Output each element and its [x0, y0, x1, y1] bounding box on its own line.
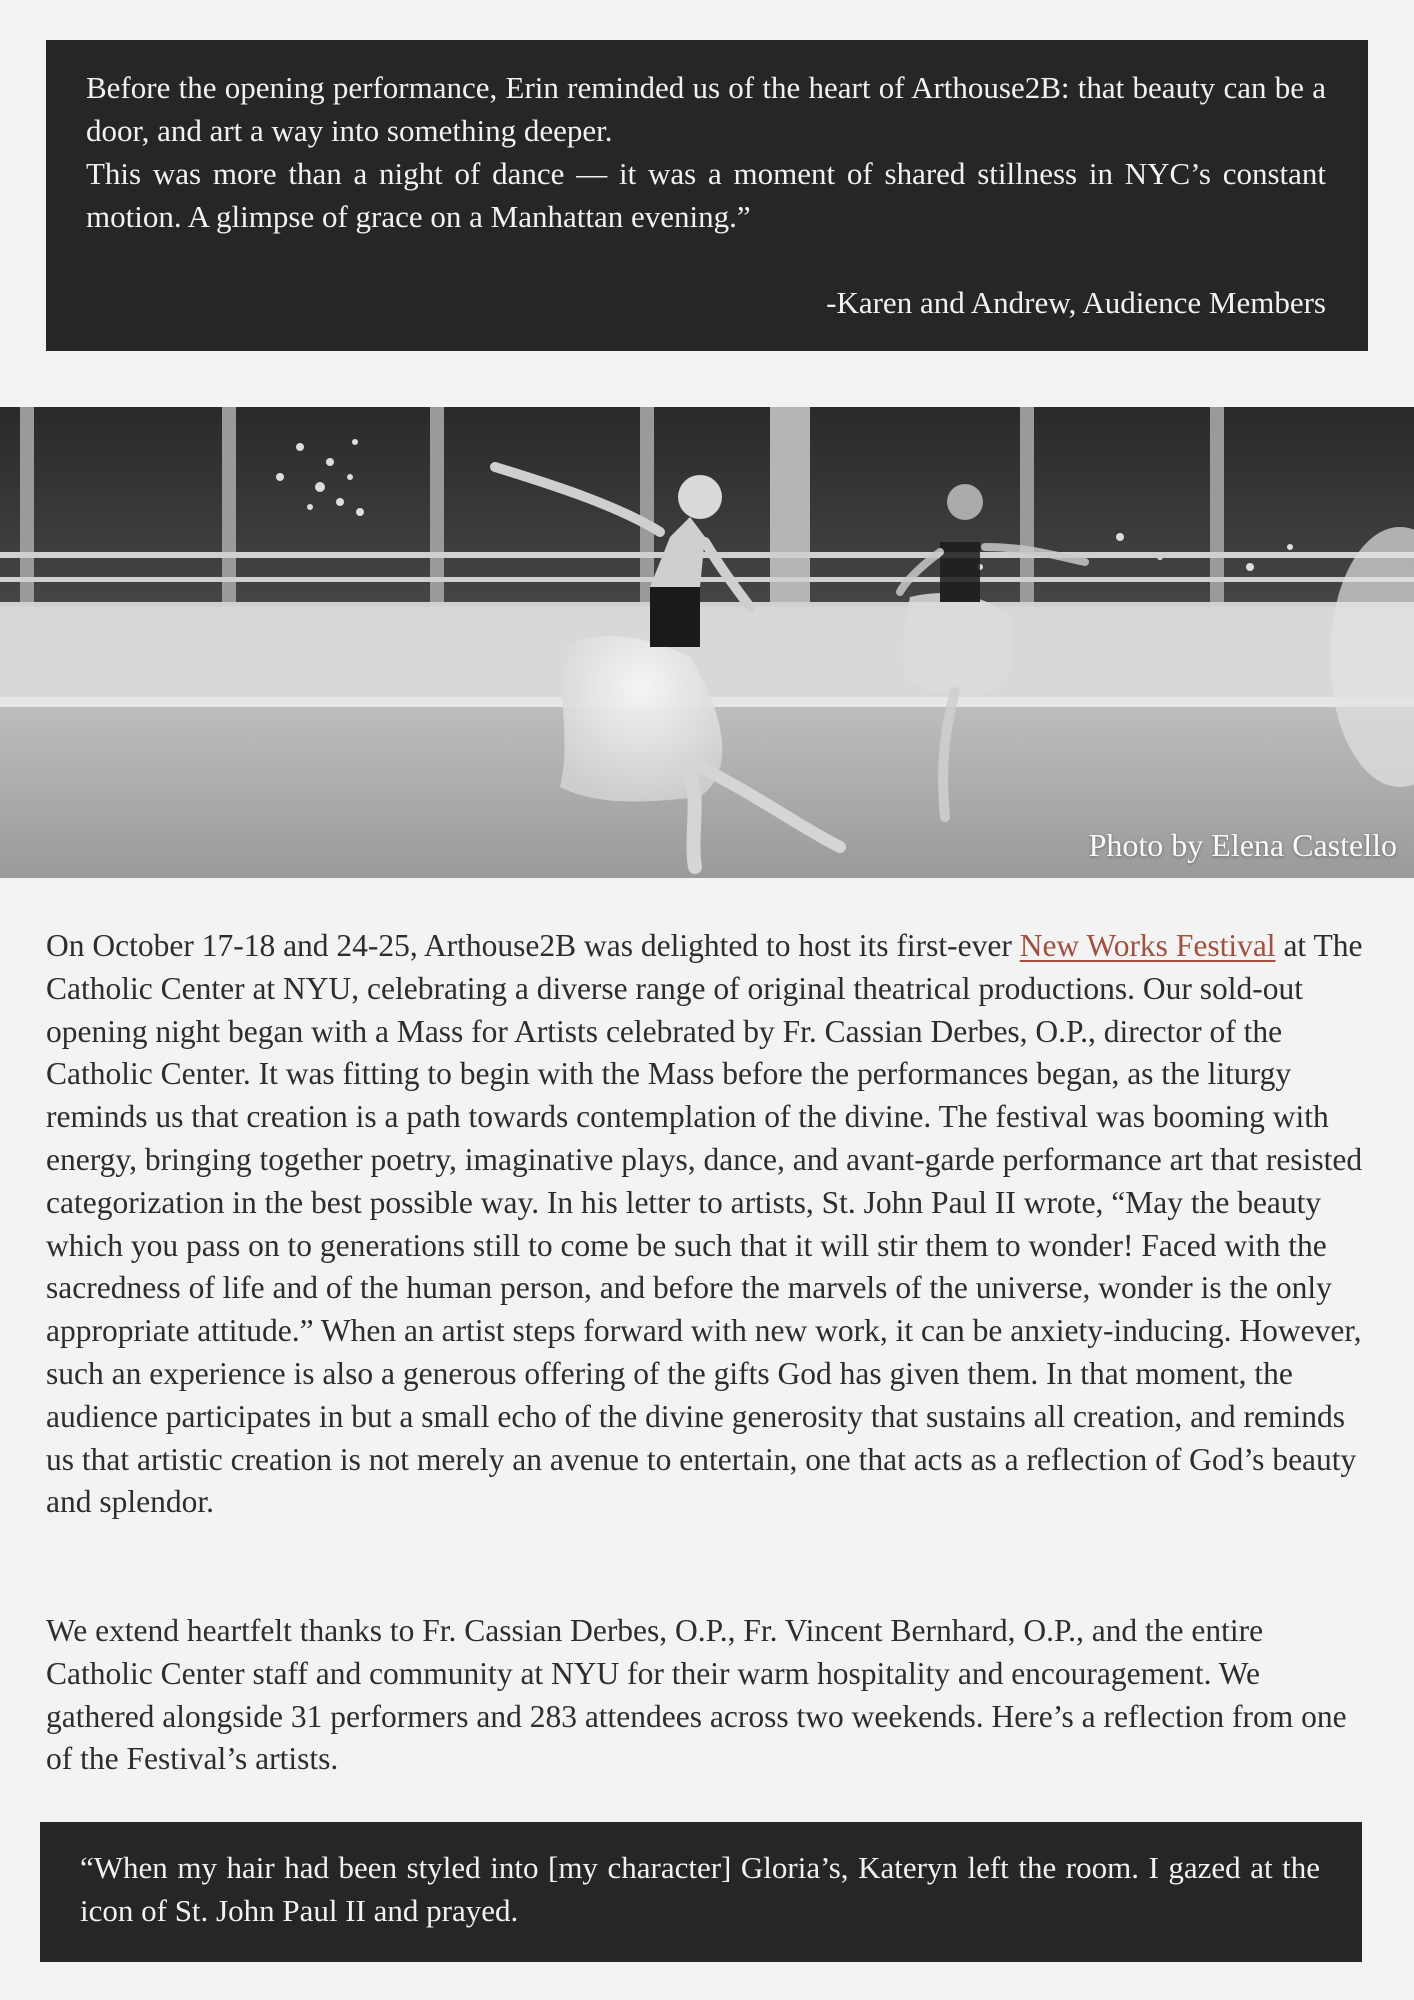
top-quote-attribution: -Karen and Andrew, Audience Members [826, 285, 1326, 320]
para-1-body-text: at The Catholic Center at NYU, celebrating a diverse range of original theatrical productions. Our sold-out opening night began with a Mass for Artists celebrated by Fr. Cassian Derbes, O.P., director of the Catholic Center. It was fitting to begin with the Mass before the performances began, as the liturgy reminds us that creation is a path towards contemplation of the divine. The festival was booming with energy, bringing together poetry, imaginative plays, dance, and avant-garde performance art that resisted categorization in the best possible way. In his letter to artists, St. John Paul II wrote, “May the beauty which you pass on to generations still to come be such that it will stir them to wonder! Faced with the sacredness of life and of the human person, and before the marvels of the universe, wonder is the only appropriate attitude.” When an artist steps forward with new work, it can be anxiety-inducing. However, such an experience is also a generous offering of the gifts God has given them. In that moment, the audience participates in but a small echo of the divine generosity that sustains all creation, and reminds us that artistic creation is not merely an avenue to entertain, one that acts as a reflection of God’s beauty and splendor. [46, 928, 1363, 1520]
top-quote-block [46, 40, 1368, 351]
new-works-festival-link[interactable]: New Works Festival [1019, 928, 1276, 963]
bottom-quote-text: “When my hair had been styled into [my character] Gloria’s, Kateryn left the room. I gazed at the icon of St. John Paul II and prayed. [80, 1850, 1320, 1928]
bottom-quote-block [40, 1822, 1362, 1962]
top-quote-line-1: Before the opening performance, Erin reminded us of the heart of Arthouse2B: that beauty can be a door, and art a way into something deeper. [86, 70, 1326, 148]
photo-credit: Photo by Elena Castello [1088, 827, 1397, 863]
ballet-photo [0, 407, 1414, 878]
article-paragraph-1 [46, 925, 1376, 1524]
ballet-photo-illustration [0, 407, 1414, 878]
article-paragraph-2: We extend heartfelt thanks to Fr. Cassian Derbes, O.P., Fr. Vincent Bernhard, O.P., and the entire Catholic Center staff and community at NYU for their warm hospitality and encouragement. We gathered alongside 31 performers and 283 attendees across two weekends. Here’s a reflection from one of the Festival’s artists. [46, 1613, 1347, 1777]
para-1-intro-text: On October 17-18 and 24-25, Arthouse2B was delighted to host its first-ever [46, 928, 1020, 963]
top-quote-line-2: This was more than a night of dance — it was a moment of shared stillness in NYC’s constant motion. A glimpse of grace on a Manhattan evening.” [86, 156, 1326, 234]
